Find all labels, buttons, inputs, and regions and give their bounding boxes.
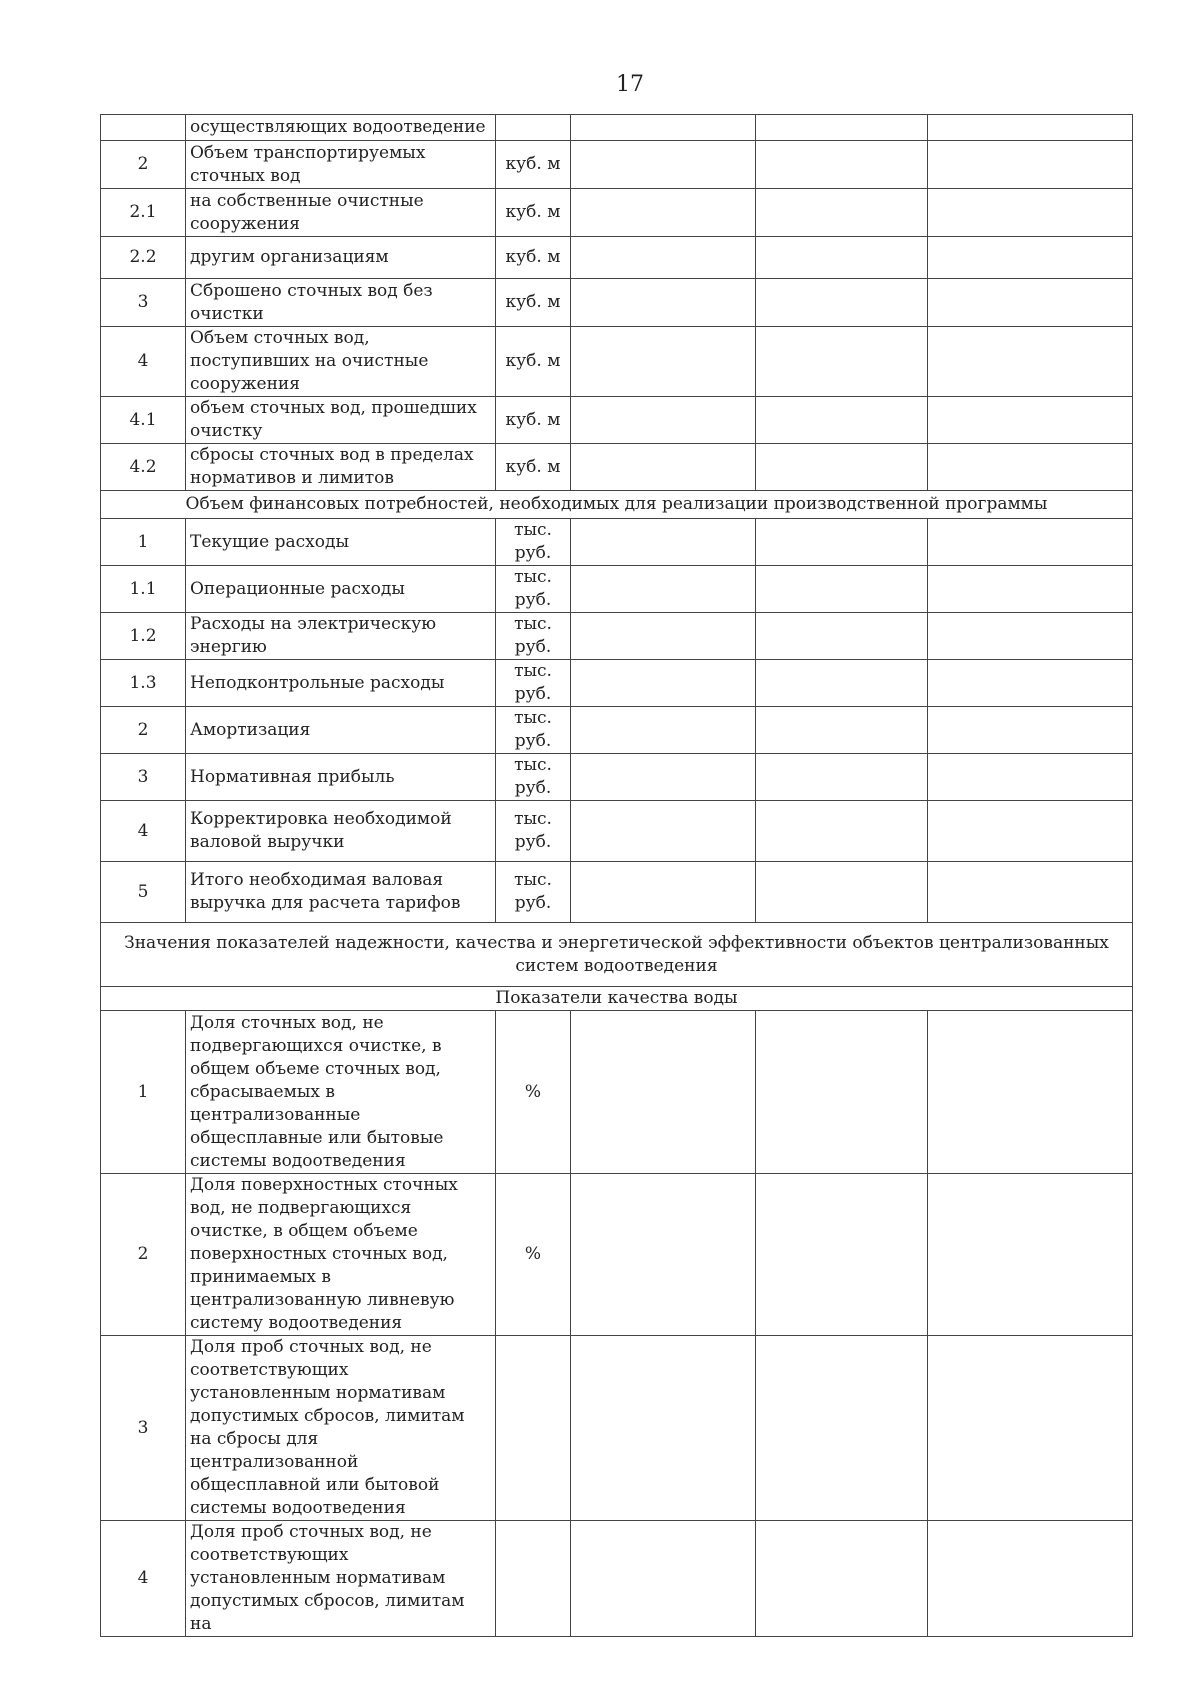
- unit-cell: тыс. руб.: [496, 613, 571, 660]
- row-number-cell: 4: [101, 327, 186, 397]
- table-row: [101, 279, 1133, 327]
- indicator-name-cell: Итого необходимая валовая выручка для расчета тарифов: [186, 862, 496, 923]
- value-cell: [756, 1521, 928, 1637]
- indicator-name-cell: осуществляющих водоотведение: [186, 115, 496, 141]
- value-cell: [756, 115, 928, 141]
- indicator-name-cell: другим организациям: [186, 237, 496, 279]
- value-cell: [571, 189, 756, 237]
- row-number-cell: 5: [101, 862, 186, 923]
- unit-cell: тыс. руб.: [496, 754, 571, 801]
- unit-cell: тыс. руб.: [496, 862, 571, 923]
- unit-cell: куб. м: [496, 397, 571, 444]
- value-cell: [928, 519, 1133, 566]
- value-cell: [571, 801, 756, 862]
- value-cell: [571, 279, 756, 327]
- table-row: [101, 189, 1133, 237]
- indicator-name-cell: Операционные расходы: [186, 566, 496, 613]
- value-cell: [928, 444, 1133, 491]
- value-cell: [571, 519, 756, 566]
- value-cell: [756, 397, 928, 444]
- table-row: [101, 237, 1133, 279]
- value-cell: [928, 801, 1133, 862]
- value-cell: [571, 862, 756, 923]
- value-cell: [756, 141, 928, 189]
- value-cell: [756, 1174, 928, 1336]
- value-cell: [928, 1336, 1133, 1521]
- value-cell: [571, 397, 756, 444]
- unit-cell: тыс. руб.: [496, 519, 571, 566]
- row-number-cell: 1: [101, 519, 186, 566]
- indicator-name-cell: Доля сточных вод, не подвергающихся очистке, в общем объеме сточных вод, сбрасываемых в централизованные общесплавные или бытовые системы водоотведения: [186, 1011, 496, 1174]
- indicator-name-cell: Расходы на электрическую энергию: [186, 613, 496, 660]
- table-row: [101, 1336, 1133, 1521]
- value-cell: [571, 1011, 756, 1174]
- value-cell: [928, 189, 1133, 237]
- table-row: [101, 519, 1133, 566]
- value-cell: [756, 613, 928, 660]
- unit-cell: тыс. руб.: [496, 660, 571, 707]
- unit-cell: куб. м: [496, 279, 571, 327]
- section-title: Объем финансовых потребностей, необходимых для реализации производственной программы: [101, 491, 1133, 519]
- value-cell: [571, 660, 756, 707]
- indicator-name-cell: Текущие расходы: [186, 519, 496, 566]
- value-cell: [756, 519, 928, 566]
- indicator-name-cell: Нормативная прибыль: [186, 754, 496, 801]
- indicator-name-cell: Доля проб сточных вод, не соответствующих установленным нормативам допустимых сбросов, лимитам на: [186, 1521, 496, 1637]
- table-row: [101, 397, 1133, 444]
- table-row: [101, 1521, 1133, 1637]
- value-cell: [928, 613, 1133, 660]
- value-cell: [756, 327, 928, 397]
- value-cell: [756, 801, 928, 862]
- value-cell: [928, 397, 1133, 444]
- unit-cell: тыс. руб.: [496, 801, 571, 862]
- unit-cell: куб. м: [496, 327, 571, 397]
- table-row: [101, 801, 1133, 862]
- indicator-name-cell: объем сточных вод, прошедших очистку: [186, 397, 496, 444]
- table-row: [101, 115, 1133, 141]
- value-cell: [756, 660, 928, 707]
- value-cell: [928, 754, 1133, 801]
- value-cell: [928, 279, 1133, 327]
- value-cell: [928, 1174, 1133, 1336]
- unit-cell: [496, 1521, 571, 1637]
- indicator-name-cell: Сброшено сточных вод без очистки: [186, 279, 496, 327]
- row-number-cell: 1.3: [101, 660, 186, 707]
- row-number-cell: 2: [101, 707, 186, 754]
- row-number-cell: 3: [101, 279, 186, 327]
- row-number-cell: 4.1: [101, 397, 186, 444]
- table-row: [101, 660, 1133, 707]
- value-cell: [928, 1011, 1133, 1174]
- value-cell: [928, 327, 1133, 397]
- row-number-cell: 2.2: [101, 237, 186, 279]
- unit-cell: %: [496, 1011, 571, 1174]
- unit-cell: тыс. руб.: [496, 707, 571, 754]
- table-row: [101, 707, 1133, 754]
- row-number-cell: 1.2: [101, 613, 186, 660]
- unit-cell: %: [496, 1174, 571, 1336]
- value-cell: [571, 707, 756, 754]
- value-cell: [571, 754, 756, 801]
- indicators-table: [100, 114, 1133, 1637]
- section-row: [101, 491, 1133, 519]
- value-cell: [756, 862, 928, 923]
- value-cell: [756, 444, 928, 491]
- value-cell: [571, 1174, 756, 1336]
- value-cell: [571, 237, 756, 279]
- table-row: [101, 862, 1133, 923]
- row-number-cell: 3: [101, 1336, 186, 1521]
- value-cell: [928, 862, 1133, 923]
- value-cell: [756, 189, 928, 237]
- value-cell: [571, 613, 756, 660]
- row-number-cell: 1: [101, 1011, 186, 1174]
- unit-cell: [496, 115, 571, 141]
- indicator-name-cell: Объем сточных вод, поступивших на очистные сооружения: [186, 327, 496, 397]
- value-cell: [571, 1336, 756, 1521]
- indicator-name-cell: Неподконтрольные расходы: [186, 660, 496, 707]
- indicator-name-cell: Объем транспортируемых сточных вод: [186, 141, 496, 189]
- row-number-cell: 2: [101, 1174, 186, 1336]
- section-title: Значения показателей надежности, качества и энергетической эффективности объектов централизованных систем водоотведения: [101, 923, 1133, 987]
- value-cell: [756, 566, 928, 613]
- unit-cell: куб. м: [496, 444, 571, 491]
- unit-cell: куб. м: [496, 189, 571, 237]
- row-number-cell: 2.1: [101, 189, 186, 237]
- value-cell: [928, 141, 1133, 189]
- row-number-cell: 4.2: [101, 444, 186, 491]
- section-title: Показатели качества воды: [101, 987, 1133, 1011]
- table-row: [101, 566, 1133, 613]
- value-cell: [756, 1011, 928, 1174]
- table-row: [101, 754, 1133, 801]
- value-cell: [928, 566, 1133, 613]
- unit-cell: куб. м: [496, 141, 571, 189]
- value-cell: [571, 141, 756, 189]
- value-cell: [571, 1521, 756, 1637]
- section-row: [101, 987, 1133, 1011]
- indicator-name-cell: Амортизация: [186, 707, 496, 754]
- value-cell: [571, 444, 756, 491]
- row-number-cell: 4: [101, 801, 186, 862]
- indicator-name-cell: Доля проб сточных вод, не соответствующих установленным нормативам допустимых сбросов, лимитам на сбросы для централизованной общесплавной или бытовой системы водоотведения: [186, 1336, 496, 1521]
- value-cell: [756, 1336, 928, 1521]
- table-row: [101, 141, 1133, 189]
- value-cell: [928, 237, 1133, 279]
- value-cell: [756, 237, 928, 279]
- table-row: [101, 1011, 1133, 1174]
- row-number-cell: [101, 115, 186, 141]
- table-row: [101, 1174, 1133, 1336]
- indicator-name-cell: Корректировка необходимой валовой выручки: [186, 801, 496, 862]
- indicator-name-cell: Доля поверхностных сточных вод, не подвергающихся очистке, в общем объеме поверхностных сточных вод, принимаемых в централизованную ливневую систему водоотведения: [186, 1174, 496, 1336]
- value-cell: [756, 279, 928, 327]
- indicator-name-cell: сбросы сточных вод в пределах нормативов и лимитов: [186, 444, 496, 491]
- value-cell: [928, 707, 1133, 754]
- value-cell: [928, 1521, 1133, 1637]
- row-number-cell: 1.1: [101, 566, 186, 613]
- page-number: 17: [616, 72, 644, 97]
- value-cell: [928, 660, 1133, 707]
- row-number-cell: 3: [101, 754, 186, 801]
- table-row: [101, 444, 1133, 491]
- indicator-name-cell: на собственные очистные сооружения: [186, 189, 496, 237]
- section-row: [101, 923, 1133, 987]
- value-cell: [571, 115, 756, 141]
- value-cell: [928, 115, 1133, 141]
- value-cell: [571, 566, 756, 613]
- value-cell: [756, 754, 928, 801]
- value-cell: [756, 707, 928, 754]
- table-row: [101, 613, 1133, 660]
- unit-cell: тыс. руб.: [496, 566, 571, 613]
- unit-cell: куб. м: [496, 237, 571, 279]
- row-number-cell: 4: [101, 1521, 186, 1637]
- row-number-cell: 2: [101, 141, 186, 189]
- unit-cell: [496, 1336, 571, 1521]
- value-cell: [571, 327, 756, 397]
- table-row: [101, 327, 1133, 397]
